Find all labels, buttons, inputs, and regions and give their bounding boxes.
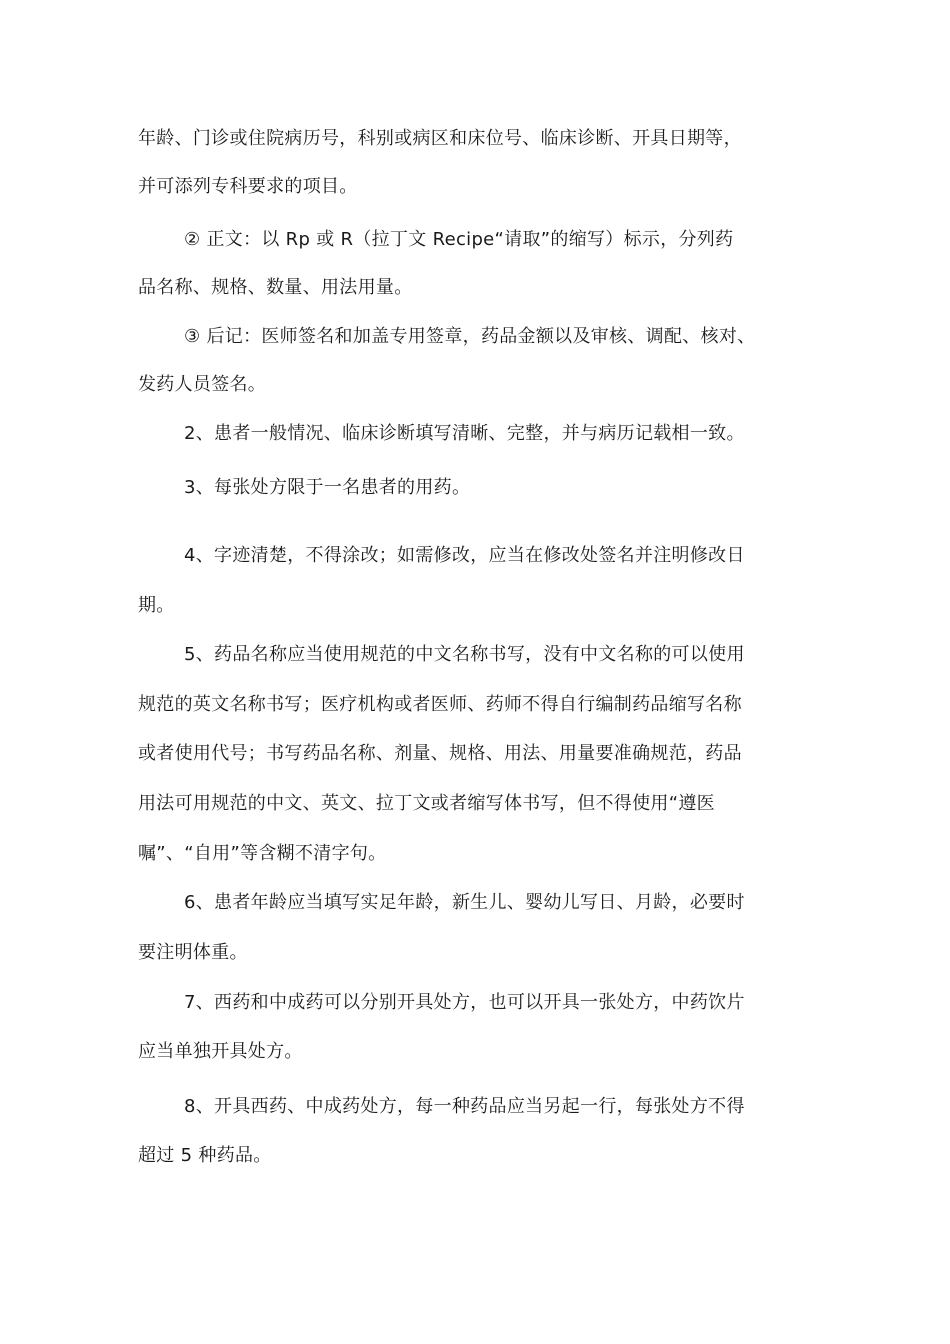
paragraph-line: 用法可用规范的中文、英文、拉丁文或者缩写体书写，但不得使用“遵医: [138, 793, 715, 814]
paragraph-line: ③ 后记：医师签名和加盖专用签章，药品金额以及审核、调配、核对、: [184, 326, 756, 347]
paragraph-line: 年龄、门诊或住院病历号，科别或病区和床位号、临床诊断、开具日期等，: [138, 128, 742, 149]
paragraph-line: 要注明体重。: [138, 942, 248, 963]
paragraph-line: 3、每张处方限于一名患者的用药。: [184, 477, 471, 498]
paragraph-line: 发药人员签名。: [138, 374, 267, 395]
paragraph-line: 超过 5 种药品。: [138, 1145, 272, 1166]
paragraph-line: 6、患者年龄应当填写实足年龄，新生儿、婴幼儿写日、月龄，必要时: [184, 892, 745, 913]
paragraph-line: 2、患者一般情况、临床诊断填写清晰、完整，并与病历记载相一致。: [184, 423, 745, 444]
paragraph-line: 4、字迹清楚，不得涂改；如需修改，应当在修改处签名并注明修改日: [184, 545, 745, 566]
paragraph-line: 7、西药和中成药可以分别开具处方，也可以开具一张处方，中药饮片: [184, 992, 745, 1013]
paragraph-line: 规范的英文名称书写；医疗机构或者医师、药师不得自行编制药品缩写名称: [138, 694, 742, 715]
paragraph-line: 或者使用代号；书写药品名称、剂量、规格、用法、用量要准确规范，药品: [138, 743, 742, 764]
paragraph-line: ② 正文：以 Rp 或 R（拉丁文 Recipe“请取”的缩写）标示，分列药: [184, 229, 734, 250]
paragraph-line: 5、药品名称应当使用规范的中文名称书写，没有中文名称的可以使用: [184, 644, 745, 665]
paragraph-line: 嘱”、“自用”等含糊不清字句。: [138, 843, 387, 864]
paragraph-line: 8、开具西药、中成药处方，每一种药品应当另起一行，每张处方不得: [184, 1096, 745, 1117]
paragraph-line: 并可添列专科要求的项目。: [138, 176, 358, 197]
paragraph-line: 期。: [138, 595, 175, 616]
paragraph-line: 品名称、规格、数量、用法用量。: [138, 277, 413, 298]
paragraph-line: 应当单独开具处方。: [138, 1041, 303, 1062]
